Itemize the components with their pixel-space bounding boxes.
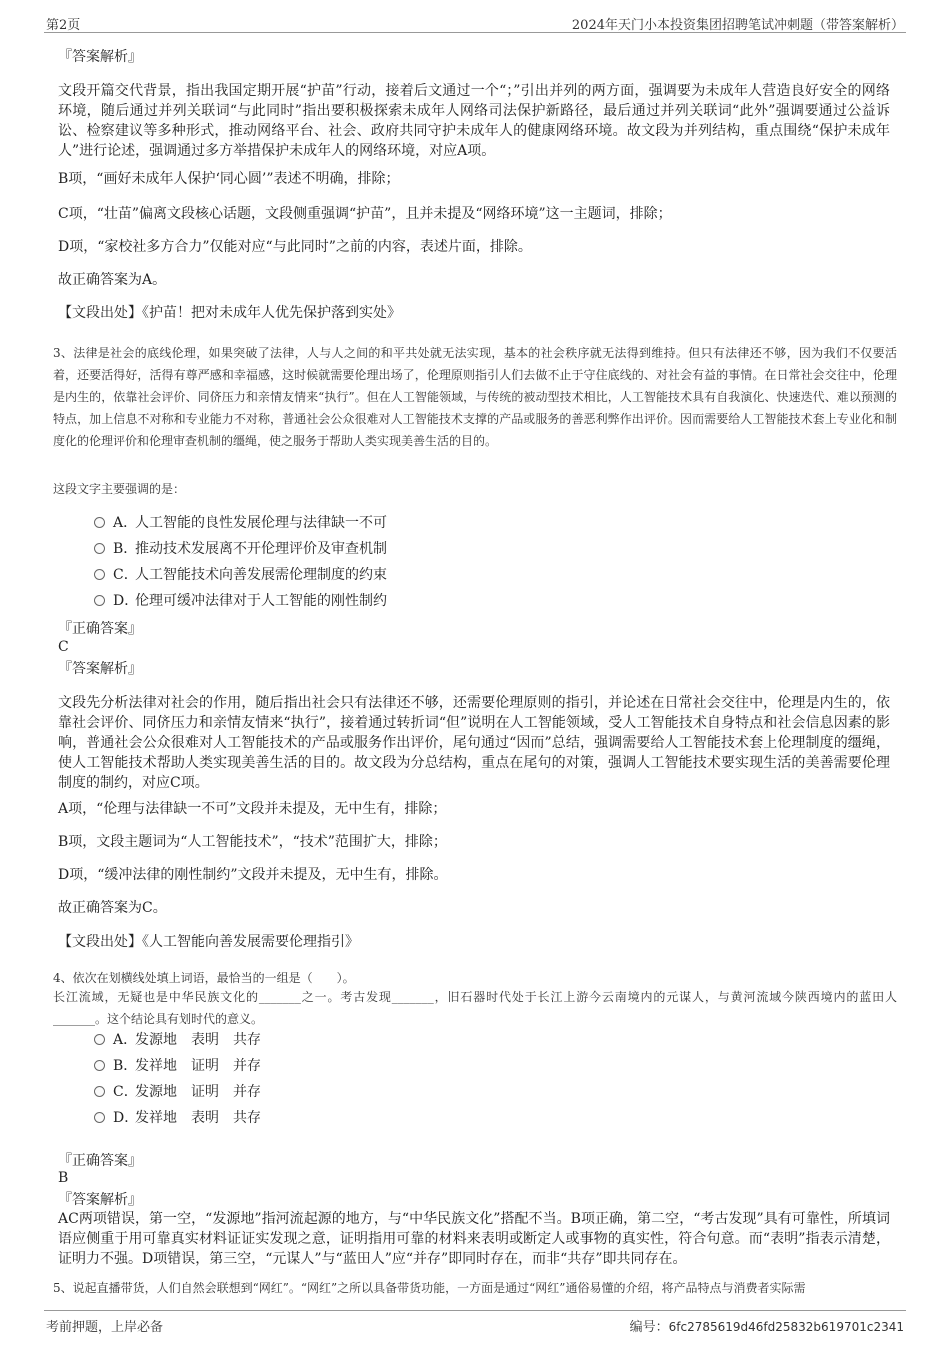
q2-source — [58, 303, 890, 323]
q3-answer: C — [58, 639, 69, 655]
q2-source-label: 【文段出处】 — [58, 305, 142, 321]
radio-icon[interactable] — [94, 543, 105, 554]
footer-slogan: 考前押题，上岸必备 — [46, 1320, 164, 1335]
page-footer — [44, 1310, 906, 1335]
q3-option-d[interactable]: D．伦理可缓冲法律对于人工智能的刚性制约 — [94, 591, 387, 611]
radio-icon[interactable] — [94, 517, 105, 528]
radio-icon[interactable] — [94, 569, 105, 580]
q3-option-d-explanation: D项，“缓冲法律的刚性制约”文段并未提及，无中生有，排除。 — [58, 867, 448, 883]
q2-source-title: 《护苗！把对未成年人优先保护落到实处》 — [142, 305, 401, 321]
q4-option-d[interactable]: D．发祥地 表明 共存 — [94, 1108, 261, 1128]
q4-analysis-label: 『答案解析』 — [58, 1192, 142, 1208]
q3-option-a-explanation: A项，“伦理与法律缺一不可”文段并未提及，无中生有，排除； — [58, 801, 447, 817]
q3-source-title: 《人工智能向善发展需要伦理指引》 — [142, 934, 359, 950]
q2-option-d-explanation: D项，“家校社多方合力”仅能对应“与此同时”之前的内容，表述片面，排除。 — [58, 239, 532, 255]
q5-stem: 5、说起直播带货，人们自然会联想到“网红”。“网红”之所以具备带货功能，一方面是通过“网红”通俗易懂的介绍，将产品特点与消费者实际需 — [53, 1281, 806, 1295]
q3-source — [58, 932, 890, 952]
q3-analysis-text: 文段先分析法律对社会的作用，随后指出社会只有法律还不够，还需要伦理原则的指引，并论述在日常社会交往中，伦理是内生的，依靠社会评价、同侪压力和亲情友情来“执行”，接着通过转折词“但”说明在人工智能领域，受人工智能技术自身特点和社会信息因素的影响，普通社会公众很难对人工智能技术的产品或服务作出评价，尾句通过“因而”总结，强调需要给人工智能技术套上伦理制度的缰绳，使人工智能技术帮助人类实现美善生活的目的。故文段为分总结构，重点在尾句的对策，强调人工智能技术要实现生活的美善需要伦理制度的制约，对应C项。 — [58, 695, 890, 791]
radio-icon[interactable] — [94, 595, 105, 606]
q4-option-a[interactable]: A．发源地 表明 共存 — [94, 1030, 261, 1050]
q3-conclusion: 故正确答案为C。 — [58, 900, 167, 916]
q4-answer-label: 『正确答案』 — [58, 1153, 142, 1169]
radio-icon[interactable] — [94, 1060, 105, 1071]
q4-passage: 长江流域，无疑也是中华民族文化的_______之一。考古发现_______，旧石器时代处于长江上游今云南境内的元谋人，与黄河流域今陕西境内的蓝田人_______。这个结论具有划时代的意义。 — [53, 990, 897, 1026]
radio-icon[interactable] — [94, 1034, 105, 1045]
q2-option-b-explanation: B项，“画好未成年人保护‘同心圆’”表述不明确，排除； — [58, 171, 400, 187]
q3-option-c[interactable]: C．人工智能技术向善发展需伦理制度的约束 — [94, 565, 387, 585]
q2-option-c-explanation: C项，“壮苗”偏离文段核心话题，文段侧重强调“护苗”，且并未提及“网络环境”这一主题词，排除； — [58, 206, 672, 222]
q3-option-a[interactable]: A．人工智能的良性发展伦理与法律缺一不可 — [94, 513, 387, 533]
q4-stem: 4、依次在划横线处填上词语，最恰当的一组是（ ）。 — [53, 971, 355, 985]
page-number: 第2页 — [46, 18, 81, 33]
q3-analysis-label: 『答案解析』 — [58, 661, 142, 677]
page-header — [44, 10, 906, 33]
q2-analysis-label: 『答案解析』 — [58, 49, 142, 65]
document-title: 2024年天门小本投资集团招聘笔试冲刺题（带答案解析） — [571, 18, 904, 33]
q2-analysis-text: 文段开篇交代背景，指出我国定期开展“护苗”行动，接着后文通过一个“；”引出并列的两方面，强调要为未成年人营造良好安全的网络环境，随后通过并列关联词“与此同时”指出要积极探索未成年人网络司法保护新路径，最后通过并列关联词“此外”强调要通过公益诉讼、检察建议等多种形式，推动网络平台、社会、政府共同守护未成年人的健康网络环境。故文段为并列结构，重点围绕“保护未成年人”进行论述，强调通过多方举措保护未成年人的网络环境，对应A项。 — [58, 83, 890, 159]
q3-option-b[interactable]: B．推动技术发展离不开伦理评价及审查机制 — [94, 539, 387, 559]
q4-option-b[interactable]: B．发祥地 证明 并存 — [94, 1056, 261, 1076]
q3-option-b-explanation: B项，文段主题词为“人工智能技术”，“技术”范围扩大，排除； — [58, 834, 447, 850]
q4-analysis-text: AC两项错误，第一空，“发源地”指河流起源的地方，与“中华民族文化”搭配不当。B项正确，第二空，“考古发现”具有可靠性，所填词语应侧重于用可靠真实材料证证实发现之意，证明指用可靠的材料来表明或断定人或事物的真实性，符合句意。而“表明”指表示清楚，证明力不强。D项错误，第三空，“元谋人”与“蓝田人”应“并存”即同时存在，而非“共存”即共同存在。 — [58, 1211, 890, 1267]
q3-prompt: 这段文字主要强调的是： — [53, 482, 186, 496]
q4-option-c[interactable]: C．发源地 证明 并存 — [94, 1082, 261, 1102]
q3-answer-label: 『正确答案』 — [58, 621, 142, 637]
q3-stem: 3、法律是社会的底线伦理，如果突破了法律，人与人之间的和平共处就无法实现，基本的社会秩序就无法得到维持。但只有法律还不够，因为我们不仅要活着，还要活得好，活得有尊严感和幸福感，这时候就需要伦理出场了，伦理原则指引人们去做不止于守住底线的、对社会有益的事情。在日常社会交往中，伦理是内生的，依靠社会评价、同侪压力和亲情友情来“执行”。但在人工智能领域，与传统的被动型技术相比，人工智能技术具有自我演化、快速迭代、难以预测的特点，加上信息不对称和专业能力不对称，普通社会公众很难对人工智能技术支撑的产品或服务的善恶利弊作出评价。因而需要给人工智能技术套上专业化和制度化的伦理评价和伦理审查机制的缰绳，使之服务于帮助人类实现美善生活的目的。 — [53, 346, 897, 448]
q4-answer: B — [58, 1170, 69, 1186]
q2-conclusion: 故正确答案为A。 — [58, 272, 167, 288]
document-code: 编号：6fc2785619d46fd25832b619701c2341 — [629, 1320, 904, 1335]
radio-icon[interactable] — [94, 1112, 105, 1123]
radio-icon[interactable] — [94, 1086, 105, 1097]
q3-source-label: 【文段出处】 — [58, 934, 142, 950]
